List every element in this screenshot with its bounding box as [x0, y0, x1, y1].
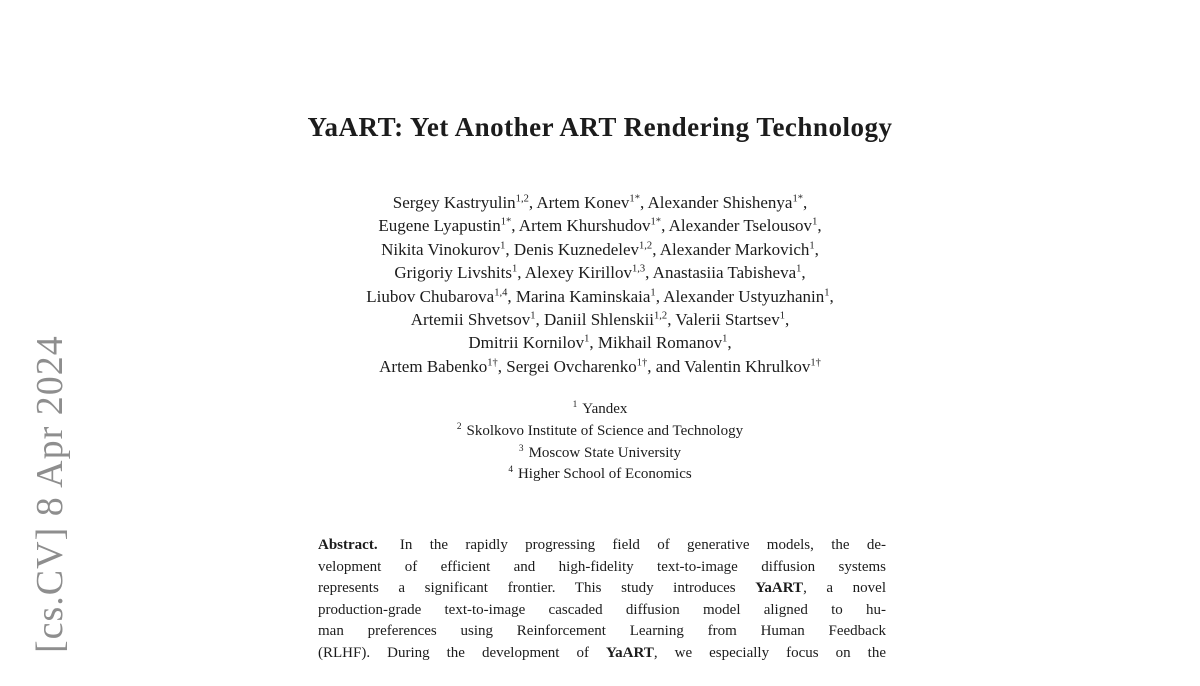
- text: , Mikhail Romanov: [589, 333, 723, 353]
- text: , Artem Konev: [528, 193, 630, 212]
- text: Liubov Chubarova: [366, 286, 495, 306]
- text: Grigoriy Livshits: [394, 263, 512, 283]
- superscript: 1†: [636, 357, 648, 369]
- text: ,: [829, 286, 834, 306]
- text: Eugene Lyapustin: [378, 216, 501, 236]
- text: ,: [801, 263, 806, 283]
- affiliation-line: [0, 464, 1200, 486]
- text: Sergey Kastryulin: [392, 193, 516, 212]
- affiliation-number: 4: [508, 465, 513, 476]
- abstract-line: [318, 600, 886, 622]
- text: production-grade text-to-image cascaded diffusion model aligned to hu-: [318, 601, 886, 618]
- text: , Anastasiia Tabisheva: [645, 263, 797, 283]
- author-block: [0, 191, 1200, 378]
- superscript: 1*: [629, 193, 640, 205]
- text: , Alexander Tselousov: [661, 216, 813, 236]
- affiliation-name: Skolkovo Institute of Science and Technology: [466, 422, 744, 439]
- text: , Alexey Kirillov: [517, 263, 632, 283]
- superscript: 1,3: [631, 263, 646, 275]
- text: , Artem Khurshudov: [511, 216, 651, 236]
- affiliation-block: [0, 399, 1200, 486]
- affiliation-number: 3: [518, 443, 524, 454]
- text: , a novel: [803, 580, 886, 597]
- abstract-line: [318, 578, 886, 600]
- text: represents a significant frontier. This study introduces: [318, 580, 756, 597]
- superscript: 1: [809, 240, 815, 252]
- text: , we especially focus on the: [653, 644, 886, 661]
- paper-title: YaART: Yet Another ART Rendering Technology: [307, 112, 893, 142]
- affiliation-number: 1: [572, 400, 578, 410]
- superscript: 1: [530, 310, 536, 322]
- superscript: 1,2: [515, 193, 529, 205]
- text: ,: [802, 193, 808, 212]
- text: (RLHF). During the development of: [318, 644, 607, 661]
- author-line: [0, 214, 1200, 237]
- abstract-block: [318, 535, 886, 665]
- superscript: 1*: [650, 216, 662, 228]
- author-line: [0, 261, 1200, 284]
- text: man preferences using Reinforcement Learning from Human Feedback: [318, 623, 886, 640]
- text: ,: [784, 310, 790, 330]
- affiliation-number: 2: [456, 421, 462, 432]
- text: , Daniil Shlenskii: [535, 310, 655, 330]
- superscript: 1: [824, 286, 830, 298]
- bold-text: YaART: [755, 580, 804, 597]
- text: , Sergei Ovcharenko: [497, 356, 637, 376]
- text: , Alexander Markovich: [652, 239, 810, 259]
- abstract-line: [318, 535, 886, 557]
- text: , Alexander Ustyuzhanin: [655, 286, 825, 306]
- abstract-line: [318, 557, 886, 579]
- author-line: [0, 331, 1200, 354]
- author-line: [0, 308, 1200, 331]
- bold-text: Abstract.: [318, 537, 378, 553]
- text: , Marina Kaminskaia: [507, 286, 651, 306]
- superscript: 1: [500, 240, 506, 252]
- affiliation-line: [0, 399, 1200, 421]
- arxiv-category-date-stamp: [cs.CV] 8 Apr 2024: [29, 335, 71, 653]
- affiliation-line: [0, 443, 1200, 465]
- text: velopment of efficient and high-fidelity text-to-image diffusion systems: [318, 558, 886, 575]
- text: ,: [727, 333, 732, 353]
- superscript: 1*: [792, 193, 803, 205]
- superscript: 1,2: [654, 310, 668, 322]
- text: ,: [814, 239, 819, 259]
- superscript: 1: [796, 263, 802, 275]
- author-line: [0, 238, 1200, 261]
- bold-text: YaART: [606, 644, 654, 661]
- author-line: [0, 191, 1200, 214]
- text: , Alexander Shishenya: [639, 193, 793, 212]
- affiliation-name: Higher School of Economics: [517, 466, 692, 483]
- superscript: 1: [584, 333, 590, 345]
- abstract-line: [318, 621, 886, 643]
- text: Dmitrii Kornilov: [468, 333, 585, 353]
- author-line: [0, 355, 1200, 378]
- abstract-line: [318, 643, 886, 665]
- superscript: 1,4: [494, 286, 508, 298]
- superscript: 1: [722, 333, 728, 345]
- text: ,: [817, 216, 822, 236]
- author-line: [0, 285, 1200, 308]
- text: In the rapidly progressing field of generative models, the de-: [382, 537, 886, 553]
- text: , Valerii Startsev: [667, 310, 780, 330]
- superscript: 1,2: [639, 240, 653, 252]
- superscript: 1: [511, 263, 518, 275]
- text: , Denis Kuznedelev: [505, 239, 640, 259]
- text: , and Valentin Khrulkov: [647, 356, 811, 376]
- affiliation-line: [0, 421, 1200, 443]
- text: Nikita Vinokurov: [381, 239, 501, 259]
- text: Artemii Shvetsov: [410, 310, 531, 330]
- affiliation-name: Yandex: [582, 401, 628, 417]
- superscript: 1†: [487, 357, 498, 369]
- superscript: 1†: [810, 357, 821, 369]
- text: Artem Babenko: [379, 356, 488, 376]
- affiliation-name: Moscow State University: [528, 444, 682, 461]
- superscript: 1*: [500, 216, 512, 228]
- superscript: 1: [650, 286, 656, 298]
- superscript: 1: [779, 310, 785, 322]
- superscript: 1: [812, 216, 818, 228]
